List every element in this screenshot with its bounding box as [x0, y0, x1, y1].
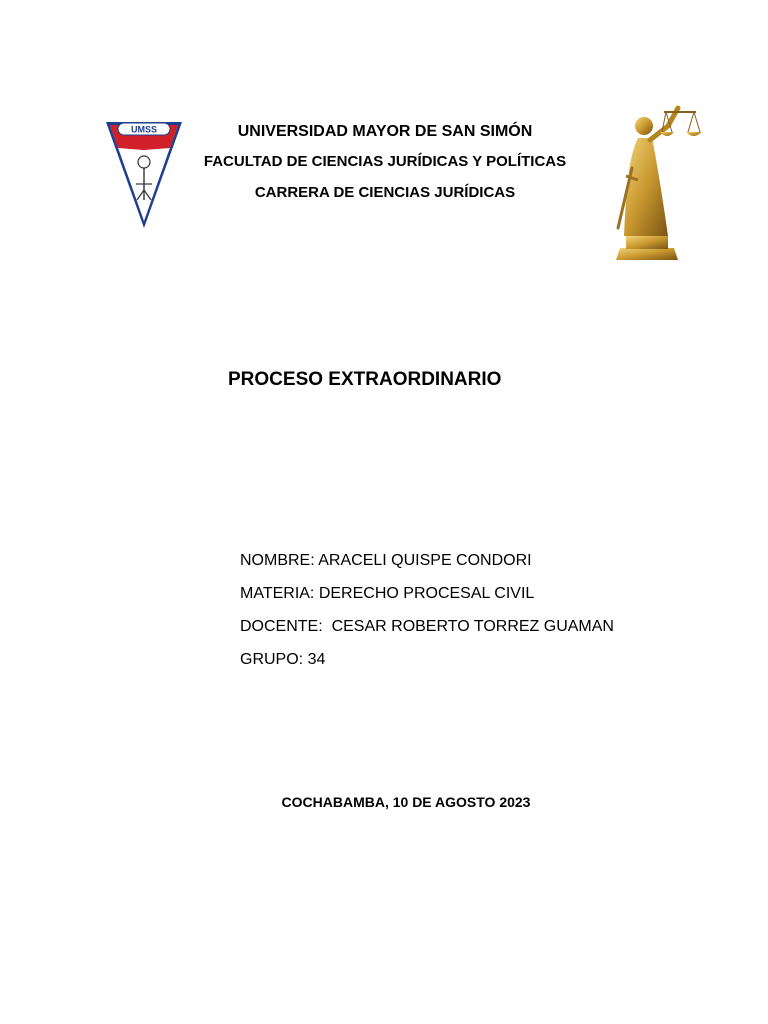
group-number: GRUPO: 34 [240, 651, 326, 668]
student-name: NOMBRE: ARACELI QUISPE CONDORI [240, 552, 532, 569]
umss-logo-icon [104, 120, 184, 230]
student-info [240, 544, 614, 676]
faculty-name: FACULTAD DE CIENCIAS JURÍDICAS Y POLÍTICAS [203, 153, 567, 170]
university-name: UNIVERSIDAD MAYOR DE SAN SIMÓN [237, 123, 533, 140]
subject-name: MATERIA: DERECHO PROCESAL CIVIL [240, 585, 535, 602]
document-title: PROCESO EXTRAORDINARIO [228, 369, 502, 390]
logo-text: UMSS [130, 124, 158, 135]
institution-header [200, 122, 570, 203]
career-name: CARRERA DE CIENCIAS JURÍDICAS [254, 184, 516, 201]
teacher-name: DOCENTE: CESAR ROBERTO TORREZ GUAMAN [240, 618, 614, 635]
place-date: COCHABAMBA, 10 DE AGOSTO 2023 [281, 794, 531, 810]
lady-justice-statue-icon [598, 98, 708, 266]
